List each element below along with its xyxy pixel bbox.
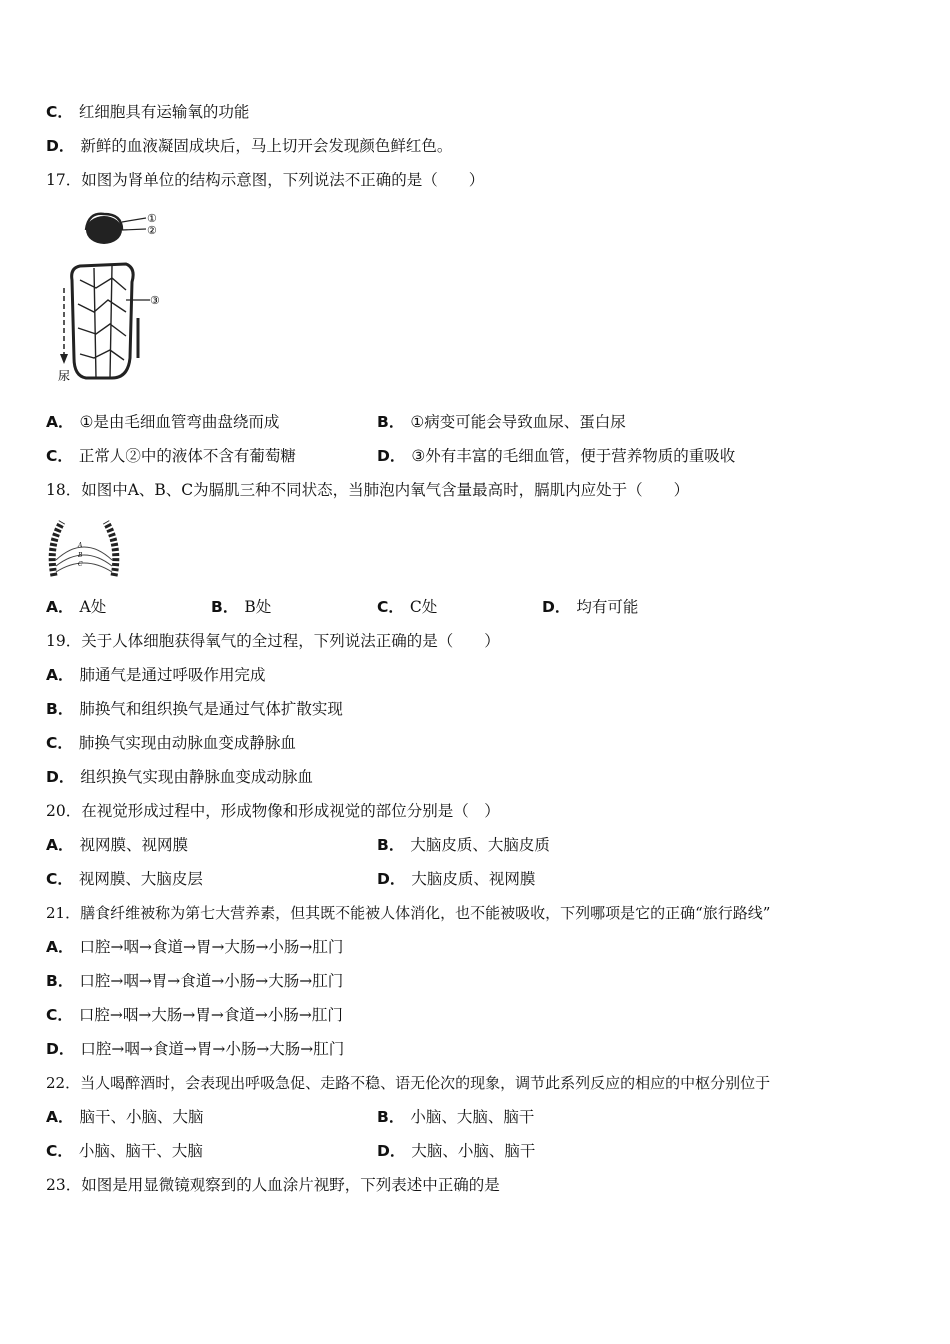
q18-option-c: C． C处 xyxy=(377,598,438,616)
q18-option-b: B． B处 xyxy=(211,598,272,616)
diaphragm-c xyxy=(56,563,112,572)
q20-options-row2 xyxy=(46,869,906,889)
diaphragm-diagram xyxy=(44,516,124,580)
urine-label: 尿 xyxy=(58,369,71,383)
q20-option-c: C． 视网膜、大脑皮层 xyxy=(46,870,203,888)
q18-option-d: D． 均有可能 xyxy=(542,598,639,616)
q22-options-row2 xyxy=(46,1141,906,1161)
q17-option-a: A． ①是由毛细血管弯曲盘绕而成 xyxy=(46,413,280,431)
capillary-network xyxy=(78,266,126,378)
urine-arrow xyxy=(60,354,68,364)
q17-option-c: C． 正常人②中的液体不含有葡萄糖 xyxy=(46,447,296,465)
label-a: A xyxy=(78,542,83,549)
q19-option-c: C． 肺换气实现由动脉血变成静脉血 xyxy=(46,734,296,752)
q20-stem: 20．在视觉形成过程中，形成物像和形成视觉的部位分别是（ ） xyxy=(46,802,500,820)
q21-option-a: A． 口腔→咽→食道→胃→大肠→小肠→肛门 xyxy=(46,938,344,956)
diaphragm-a xyxy=(56,547,112,560)
q18-stem: 18．如图中A、B、C为膈肌三种不同状态，当肺泡内氧气含量最高时，膈肌内应处于（ ） xyxy=(46,481,690,499)
q20-options-row1 xyxy=(46,835,906,855)
q22-option-d: D． 大脑、小脑、脑干 xyxy=(377,1142,536,1160)
q20-option-d: D． 大脑皮质、视网膜 xyxy=(377,870,536,888)
q22-option-a: A． 脑干、小脑、大脑 xyxy=(46,1108,204,1126)
q17-options-row2 xyxy=(46,446,906,466)
label-b: B xyxy=(78,552,83,559)
q20-option-a: A． 视网膜、视网膜 xyxy=(46,836,189,854)
glomerulus-shape xyxy=(86,216,122,244)
q21-stem: 21．膳食纤维被称为第七大营养素，但其既不能被人体消化，也不能被吸收，下列哪项是它的正确“旅行路线” xyxy=(46,904,771,922)
q21-option-c: C． 口腔→咽→大肠→胃→食道→小肠→肛门 xyxy=(46,1006,343,1024)
q19-option-b: B． 肺换气和组织换气是通过气体扩散实现 xyxy=(46,700,343,718)
marker-1: ① xyxy=(147,212,157,225)
q19-option-a: A． 肺通气是通过呼吸作用完成 xyxy=(46,666,266,684)
q18-option-a: A． A处 xyxy=(46,598,107,616)
q17-option-b: B． ①病变可能会导致血尿、蛋白尿 xyxy=(377,413,626,431)
q22-option-b: B． 小脑、大脑、脑干 xyxy=(377,1108,535,1126)
marker-3: ③ xyxy=(150,294,160,307)
rib-left xyxy=(52,522,62,576)
nephron-diagram xyxy=(46,208,181,388)
marker-line-1 xyxy=(122,218,146,222)
q20-option-b: B． 大脑皮质、大脑皮质 xyxy=(377,836,550,854)
q22-option-c: C． 小脑、脑干、大脑 xyxy=(46,1142,203,1160)
q21-option-b: B． 口腔→咽→胃→食道→小肠→大肠→肛门 xyxy=(46,972,344,990)
diaphragm-b xyxy=(56,555,112,566)
q16-option-c: C． 红细胞具有运输氧的功能 xyxy=(46,103,250,121)
rib-right xyxy=(106,522,116,576)
marker-line-2 xyxy=(122,229,146,230)
q19-stem: 19．关于人体细胞获得氧气的全过程，下列说法正确的是（ ） xyxy=(46,632,500,650)
label-c: C xyxy=(78,561,83,568)
q21-option-d: D． 口腔→咽→食道→胃→小肠→大肠→肛门 xyxy=(46,1040,345,1058)
q17-option-d: D． ③外有丰富的毛细血管，便于营养物质的重吸收 xyxy=(377,447,736,465)
marker-2: ② xyxy=(147,224,157,237)
q19-option-d: D． 组织换气实现由静脉血变成动脉血 xyxy=(46,768,313,786)
q17-options-row1 xyxy=(46,412,906,432)
q18-options-row xyxy=(46,597,906,617)
q22-options-row1 xyxy=(46,1107,906,1127)
q22-stem: 22．当人喝醉酒时，会表现出呼吸急促、走路不稳、语无伦次的现象，调节此系列反应的相应的中枢分别位于 xyxy=(46,1074,771,1092)
q17-stem: 17．如图为肾单位的结构示意图，下列说法不正确的是（ ） xyxy=(46,171,485,189)
q16-option-d: D． 新鲜的血液凝固成块后，马上切开会发现颜色鲜红色。 xyxy=(46,137,453,155)
q23-stem: 23．如图是用显微镜观察到的人血涂片视野，下列表述中正确的是 xyxy=(46,1176,500,1194)
